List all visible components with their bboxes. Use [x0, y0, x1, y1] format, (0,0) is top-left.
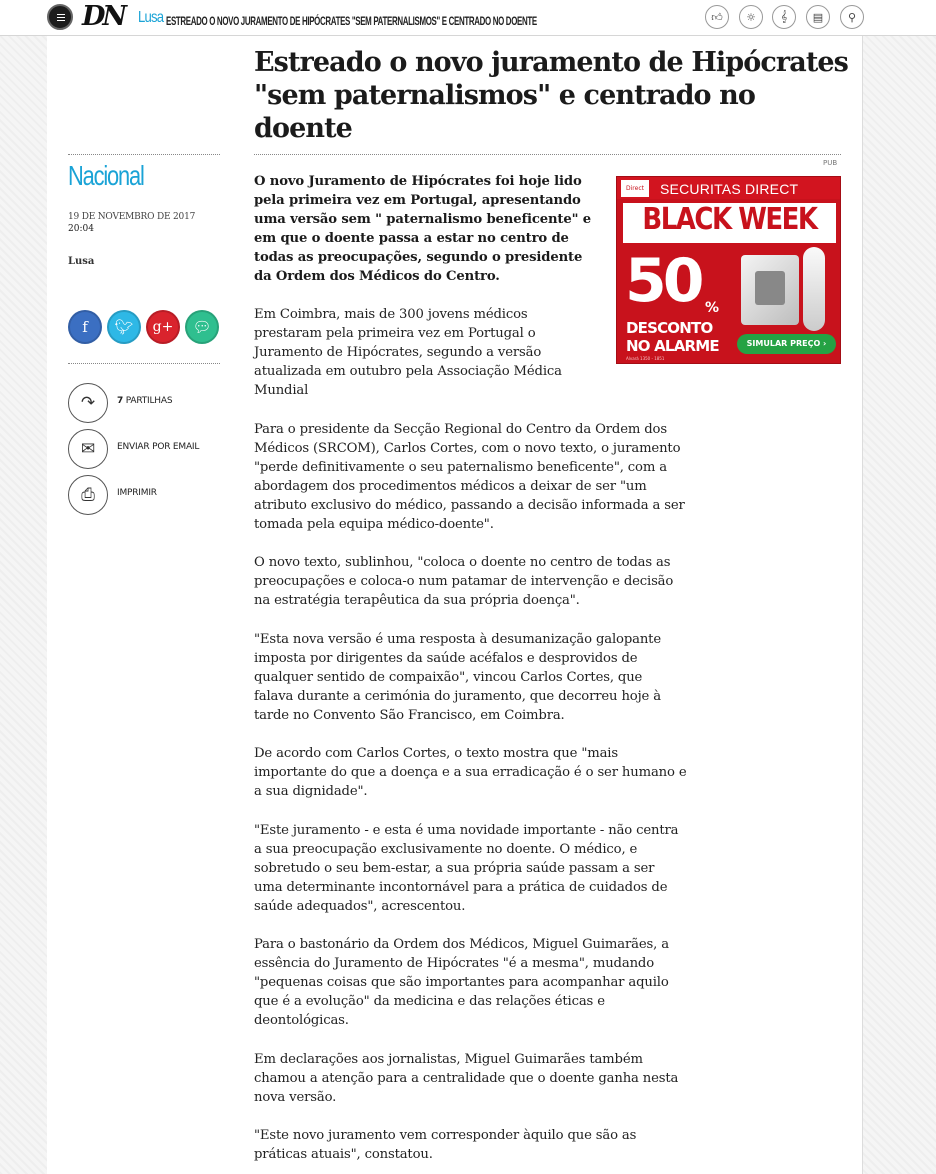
article-date: 19 DE NOVEMBRO DE 2017 [68, 212, 196, 222]
share-count-label [117, 396, 172, 406]
bookmark-icon[interactable]: 𝄞 [772, 5, 796, 29]
divider [68, 363, 220, 364]
ad-desc-line1: DESCONTO [626, 319, 713, 337]
googleplus-icon: g+ [152, 319, 174, 335]
alarm-device-image [741, 255, 799, 325]
twitter-share-button[interactable] [107, 310, 141, 344]
ad-brand-logo: Direct [621, 180, 649, 197]
search-icon[interactable]: ⚲ [840, 5, 864, 29]
article-paragraph: Para o bastonário da Ordem dos Médicos, Miguel Guimarães, a essência do Juramento de Hipócrates "é a mesma", mudando "pequenas coisas que são importantes para acompanhar aquilo que é a evolução" da medicina e das relações éticas e deontológicas. [254, 937, 669, 1029]
article-paragraph: "Este novo juramento vem corresponder àquilo que são as práticas atuais", constatou. [254, 1128, 637, 1163]
article-page [47, 36, 862, 1174]
alarm-device-panel [755, 271, 785, 305]
ad-fine-print: Alvará 1350 - 1851 [626, 356, 665, 361]
share-count: 7 [117, 396, 124, 406]
share-action[interactable] [68, 383, 228, 423]
ad-brand: SECURITAS DIRECT [660, 181, 799, 197]
ad-label: PUB [823, 159, 838, 167]
comments-button[interactable] [185, 310, 219, 344]
ad-percent: 50 [625, 246, 701, 316]
top-section-label[interactable]: Lusa [138, 9, 164, 26]
dn-logo[interactable]: DN [82, 1, 125, 32]
twitter-icon: 🐦︎ [114, 318, 134, 336]
divider [68, 154, 220, 155]
comments-icon: 💬︎ [192, 318, 212, 336]
ad-headline: BLACK WEEK [642, 202, 817, 238]
facebook-share-button[interactable] [68, 310, 102, 344]
facebook-icon: f [82, 318, 88, 336]
menu-icon-line [57, 17, 65, 18]
printer-icon: ⎙ [68, 475, 108, 515]
top-headline: ESTREADO O NOVO JURAMENTO DE HIPÓCRATES "SEM PATERNALISMOS" E CENTRADO NO DOENTE [166, 14, 537, 28]
newspaper-icon[interactable]: ▤ [806, 5, 830, 29]
alarm-sensor-image [803, 247, 825, 331]
ad-cta-button[interactable]: SIMULAR PREÇO › [737, 334, 836, 354]
section-title[interactable]: Nacional [68, 160, 144, 191]
print-label: IMPRIMIR [117, 488, 157, 498]
article-paragraph: De acordo com Carlos Cortes, o texto mostra que "mais importante do que a doença e a sua erradicação é o ser humano e a sua dignidade". [254, 746, 687, 800]
article-time: 20:04 [68, 224, 94, 234]
advertisement[interactable] [616, 176, 841, 364]
print-action[interactable] [68, 475, 228, 515]
email-label: ENVIAR POR EMAIL [117, 442, 200, 452]
googleplus-share-button[interactable] [146, 310, 180, 344]
article-paragraph: Para o presidente da Secção Regional do Centro da Ordem dos Médicos (SRCOM), Carlos Cortes, com o novo texto, o juramento "perde definitivamente o seu paternalismo beneficente", com a abordagem dos procedimentos médicos a deixar de ser "um atributo exclusivo do médico, passando a decisão informada a ser tomada pela equipa médico-doente". [254, 422, 685, 533]
page-edge [862, 36, 863, 1174]
like-icon[interactable]: 👍︎ [705, 5, 729, 29]
article-paragraph: Em declarações aos jornalistas, Miguel Guimarães também chamou a atenção para a centralidade que o doente ganha nesta nova versão. [254, 1052, 679, 1106]
share-icon: ↷ [68, 383, 108, 423]
article-paragraph: "Este juramento - e esta é uma novidade importante - não centra a sua preocupação exclusivamente no doente. O médico, e sobretudo o seu bem-estar, a sua própria saúde passam a ser uma determinante incontornável para a prática de cuidados de saúde adequados", acrescentou. [254, 823, 679, 915]
article-lead: O novo Juramento de Hipócrates foi hoje lido pela primeira vez em Portugal, apresentando uma versão sem " paternalismo beneficente" e em que o doente passa a estar no centro de todas as preocupações, segundo o presidente da Ordem dos Médicos do Centro. [254, 174, 591, 285]
sun-icon[interactable]: ☼ [739, 5, 763, 29]
menu-icon-line [57, 20, 65, 21]
article-title: Estreado o novo juramento de Hipócrates "sem paternalismos" e centrado no doente [254, 47, 848, 144]
menu-icon-line [57, 14, 65, 15]
menu-button[interactable] [47, 4, 73, 30]
article-author[interactable]: Lusa [68, 256, 95, 267]
envelope-icon: ✉ [68, 429, 108, 469]
ad-desc-line2: NO ALARME [626, 337, 719, 355]
article-paragraph: Em Coimbra, mais de 300 jovens médicos prestaram pela primeira vez em Portugal o Juramento de Hipócrates, segundo a versão atualizada em outubro pela Associação Médica Mundial [254, 307, 562, 399]
article-paragraph: O novo texto, sublinhou, "coloca o doente no centro de todas as preocupações e coloca-o num patamar de intervenção e decisão na estratégia terapêutica da sua própria doença". [254, 555, 674, 609]
article-paragraph: "Esta nova versão é uma resposta à desumanização galopante imposta por dirigentes da saúde acéfalos e desprovidos de qualquer sentido de compaixão", vincou Carlos Cortes, que falava durante a cerimónia do juramento, que decorreu hoje à tarde no Convento São Francisco, em Coimbra. [254, 632, 661, 724]
divider [254, 154, 841, 155]
email-action[interactable] [68, 429, 228, 469]
share-label: PARTILHAS [125, 396, 173, 406]
ad-percent-sign: % [705, 300, 720, 316]
top-bar [0, 0, 936, 36]
